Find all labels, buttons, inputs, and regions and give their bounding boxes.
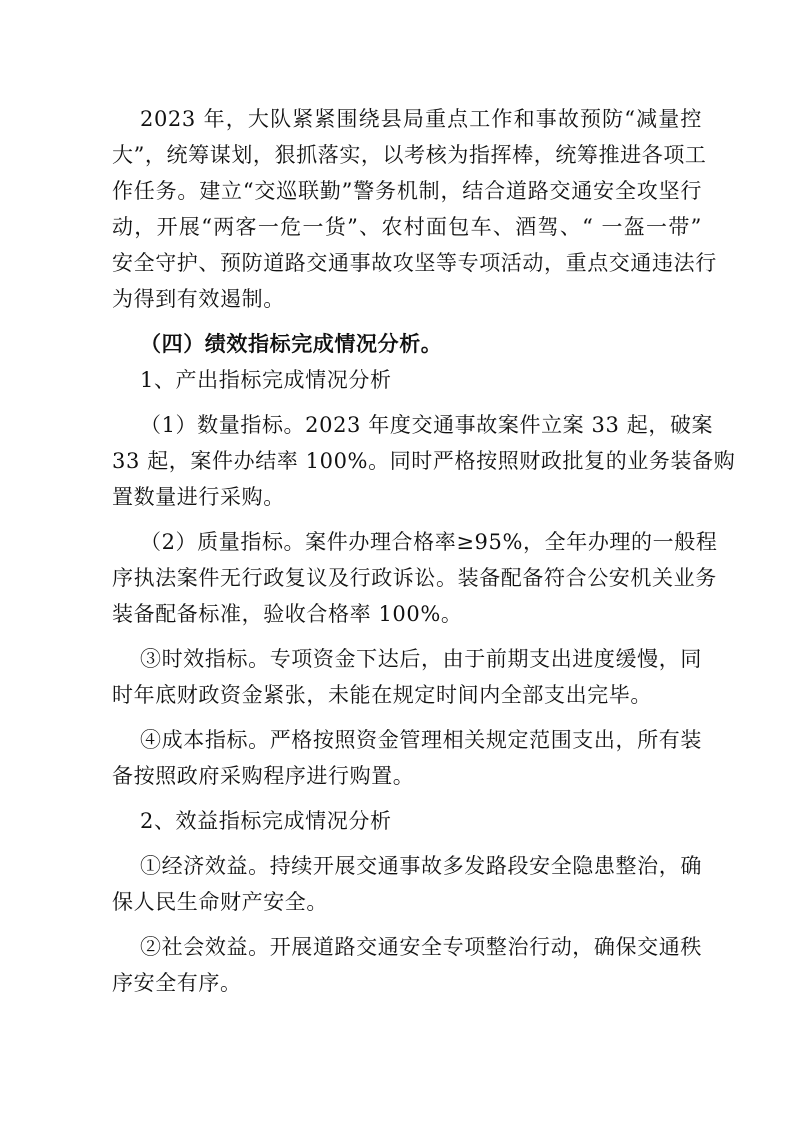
paragraph-line: 备按照政府采购程序进行购置。 bbox=[112, 764, 415, 788]
paragraph-line: ②社会效益。开展道路交通安全专项整治行动，确保交通秩 bbox=[140, 935, 702, 959]
paragraph-line: ③时效指标。专项资金下达后，由于前期支出进度缓慢，同 bbox=[140, 647, 702, 671]
paragraph-line: （2）质量指标。案件办理合格率≥95%，全年办理的一般程 bbox=[140, 530, 718, 554]
paragraph-line: ①经济效益。持续开展交通事故多发路段安全隐患整治，确 bbox=[140, 854, 702, 878]
paragraph-line: 为得到有效遏制。 bbox=[112, 287, 285, 311]
subsection-heading: 1、产出指标完成情况分析 bbox=[140, 368, 392, 392]
paragraph-line: 保人民生命财产安全。 bbox=[112, 890, 328, 914]
document-body bbox=[112, 101, 736, 1001]
section-heading: （四）绩效指标完成情况分析。 bbox=[140, 331, 443, 356]
paragraph-line: 安全守护、预防道路交通事故攻坚等专项活动，重点交通违法行 bbox=[112, 251, 717, 275]
paragraph-line: 序安全有序。 bbox=[112, 971, 242, 995]
paragraph-line: 置数量进行采购。 bbox=[112, 485, 285, 509]
subsection-heading: 2、效益指标完成情况分析 bbox=[140, 809, 392, 833]
paragraph-line: 33 起，案件办结率 100%。同时严格按照财政批复的业务装备购 bbox=[112, 449, 736, 473]
paragraph-line: 作任务。建立“交巡联勤”警务机制，结合道路交通安全攻坚行 bbox=[112, 179, 702, 203]
paragraph-line: 2023 年，大队紧紧围绕县局重点工作和事故预防“减量控 bbox=[140, 107, 702, 131]
paragraph-line: 动，开展“两客一危一货”、农村面包车、酒驾、“ 一盔一带” bbox=[112, 215, 702, 239]
paragraph-line: （1）数量指标。2023 年度交通事故案件立案 33 起，破案 bbox=[140, 413, 714, 437]
paragraph-line: 时年底财政资金紧张，未能在规定时间内全部支出完毕。 bbox=[112, 683, 652, 707]
paragraph-line: 大”，统筹谋划，狠抓落实，以考核为指挥棒，统筹推进各项工 bbox=[112, 143, 707, 167]
paragraph-line: 装备配备标准，验收合格率 100%。 bbox=[112, 602, 463, 626]
paragraph-line: ④成本指标。严格按照资金管理相关规定范围支出，所有装 bbox=[140, 728, 702, 752]
paragraph-line: 序执法案件无行政复议及行政诉讼。装备配备符合公安机关业务 bbox=[112, 566, 717, 590]
